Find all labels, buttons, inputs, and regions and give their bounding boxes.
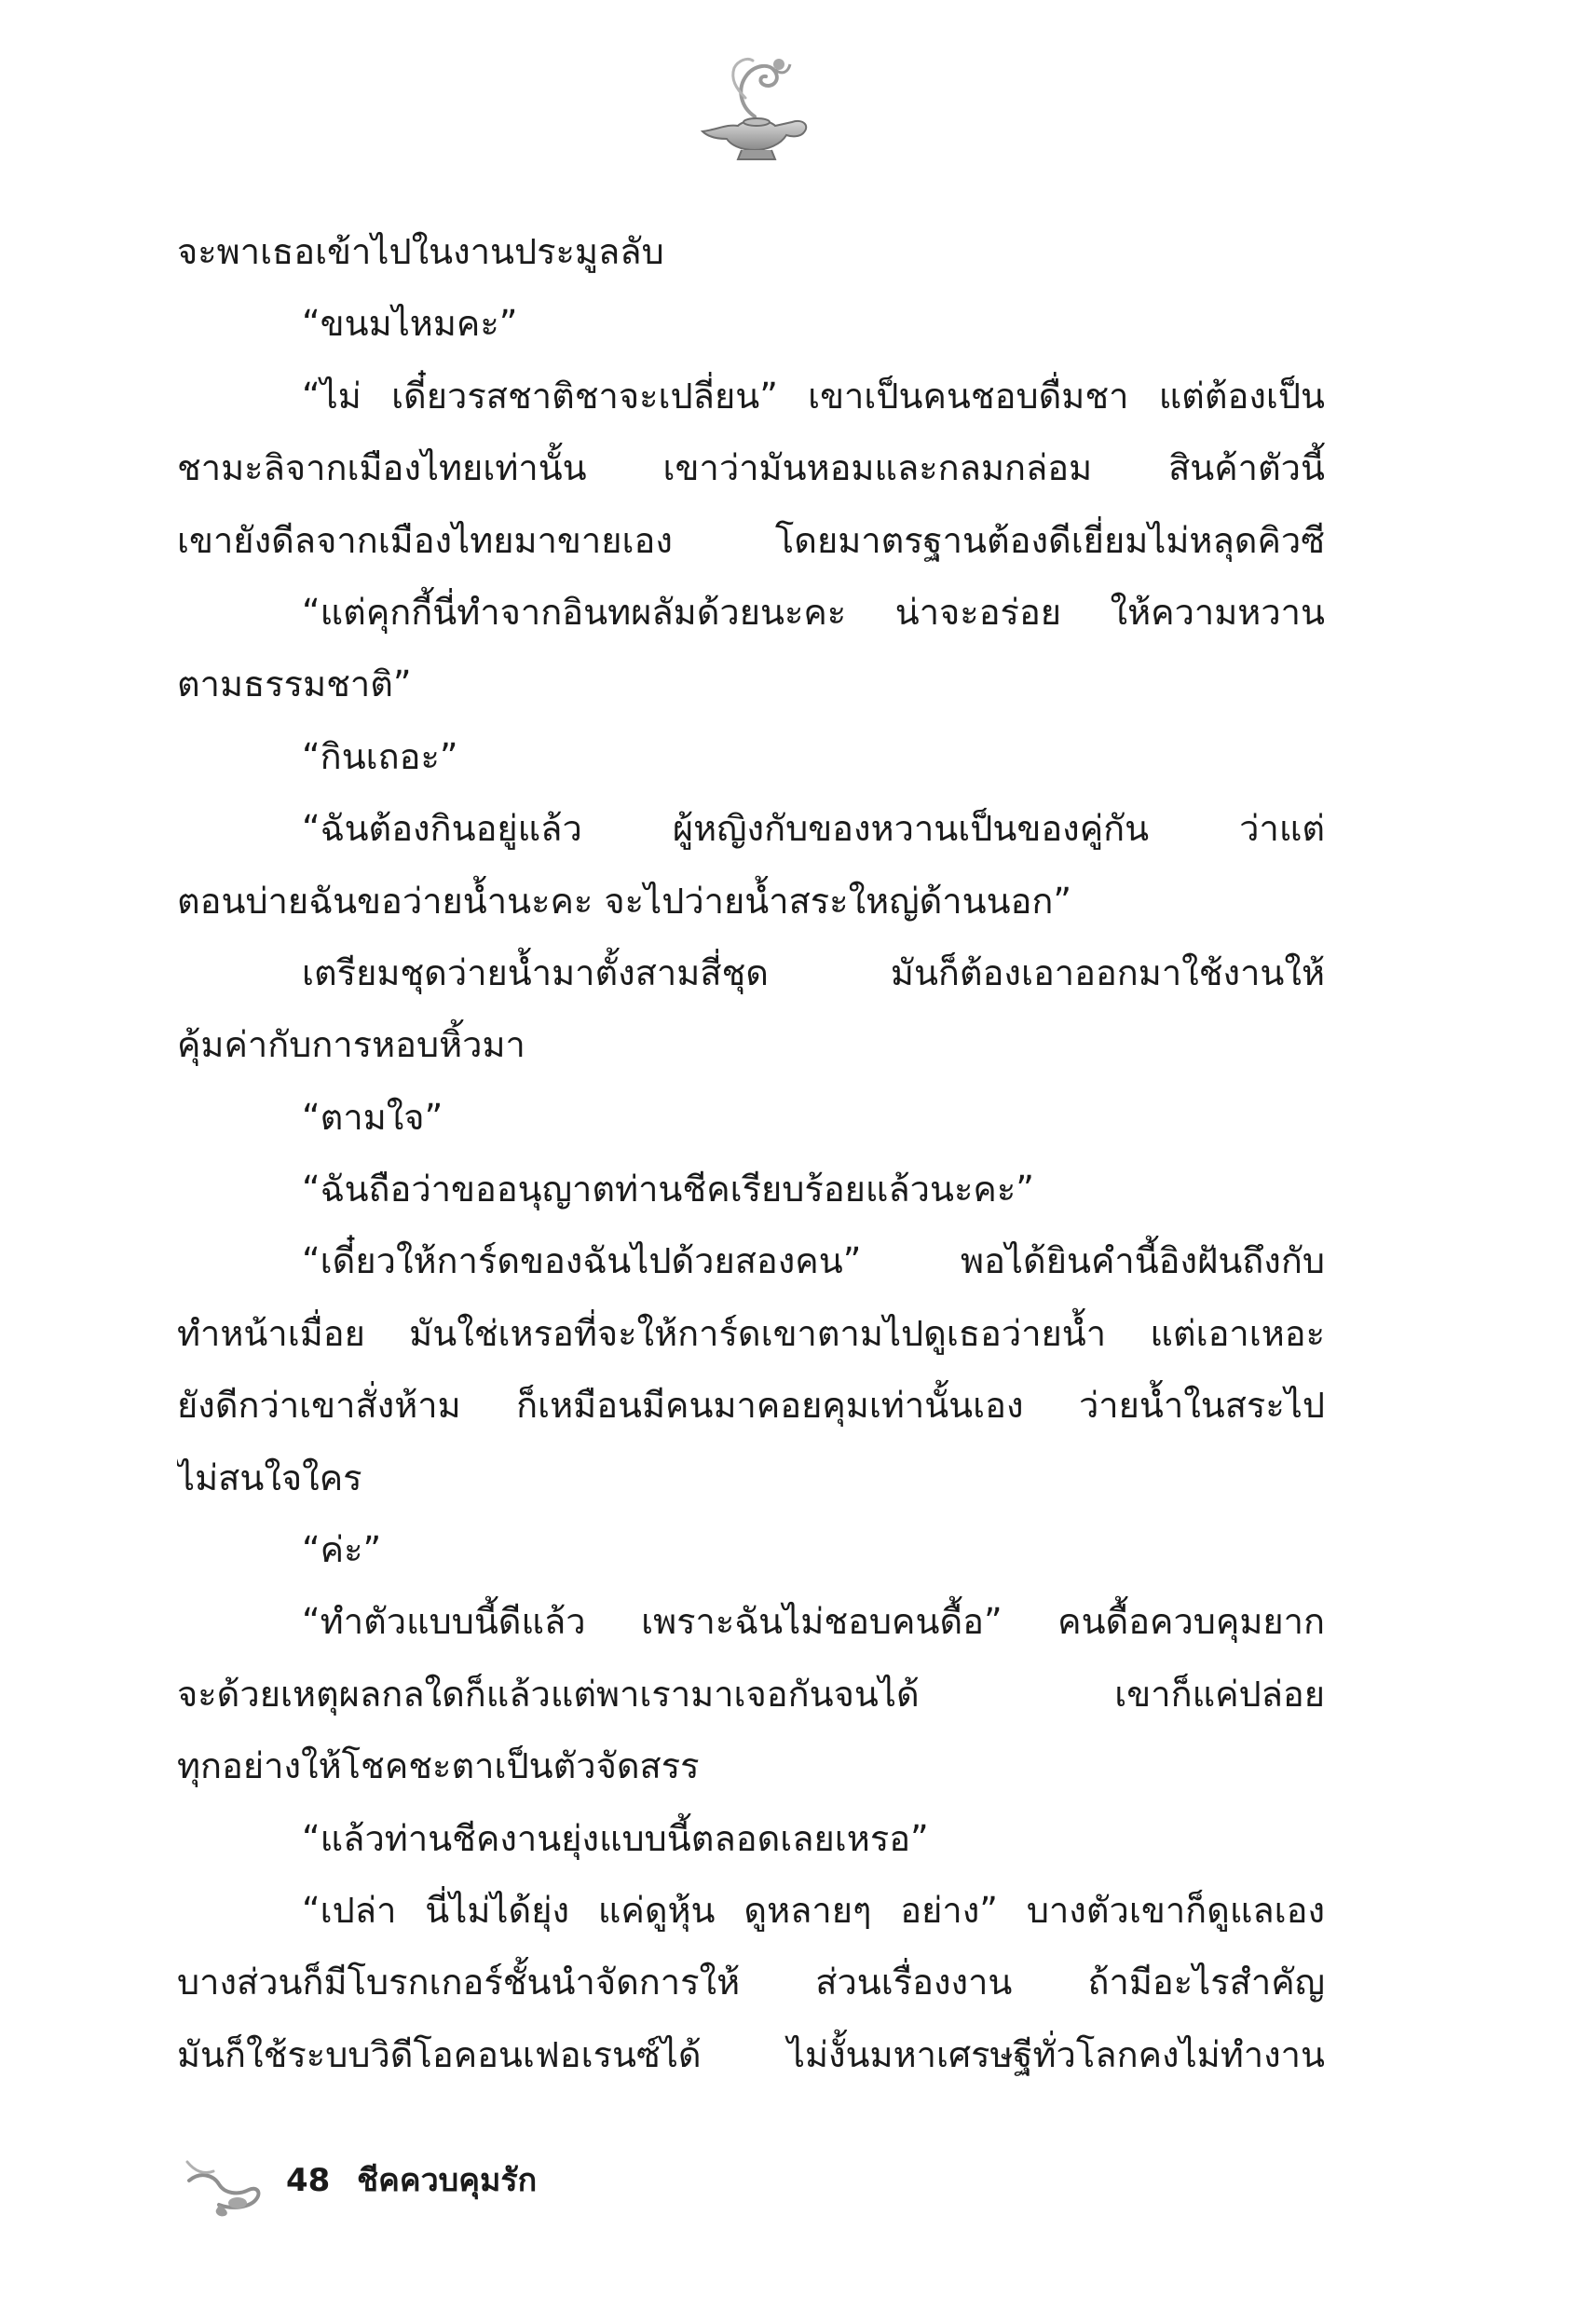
body-text xyxy=(177,216,1325,2091)
text-line: ชามะลิจากเมืองไทยเท่านั้น เขาว่ามันหอมและกลมกล่อม สินค้าตัวนี้ xyxy=(177,447,1325,489)
text-line: คุ้มค่ากับการหอบหิ้วมา xyxy=(177,1024,525,1066)
page-number: 48 xyxy=(286,2162,331,2199)
text-line: ไม่สนใจใคร xyxy=(177,1456,362,1498)
page-footer xyxy=(182,2143,834,2227)
text-line: “ฉันต้องกินอยู่แล้ว ผู้หญิงกับของหวานเป็นของคู่กัน ว่าแต่ xyxy=(302,808,1325,850)
text-line: มันก็ใช้ระบบวิดีโอคอนเฟอเรนซ์ได้ ไม่งั้นมหาเศรษฐีทั่วโลกคงไม่ทำงาน xyxy=(177,2033,1325,2075)
genie-lamp-icon xyxy=(689,51,820,168)
text-line: “แล้วท่านชีคงานยุ่งแบบนี้ตลอดเลยเหรอ” xyxy=(302,1817,929,1859)
text-line: “ฉันถือว่าขออนุญาตท่านชีคเรียบร้อยแล้วนะคะ” xyxy=(302,1169,1034,1210)
text-line: “ทำตัวแบบนี้ดีแล้ว เพราะฉันไม่ชอบคนดื้อ” คนดื้อควบคุมยาก xyxy=(302,1601,1325,1643)
book-title: ชีคควบคุมรัก xyxy=(357,2162,538,2199)
text-line: ตามธรรมชาติ” xyxy=(177,663,412,705)
text-line: ทุกอย่างให้โชคชะตาเป็นตัวจัดสรร xyxy=(177,1745,700,1787)
text-line: “ค่ะ” xyxy=(302,1529,382,1571)
text-line: ทำหน้าเมื่อย มันใช่เหรอที่จะให้การ์ดเขาตามไปดูเธอว่ายน้ำ แต่เอาเหอะ xyxy=(177,1312,1325,1354)
text-line: ตอนบ่ายฉันขอว่ายน้ำนะคะ จะไปว่ายน้ำสระใหญ่ด้านนอก” xyxy=(177,880,1072,922)
text-line: “ขนมไหมคะ” xyxy=(302,303,518,345)
text-line: จะด้วยเหตุผลกลใดก็แล้วแต่พาเรามาเจอกันจนได้ เขาก็แค่ปล่อย xyxy=(177,1673,1325,1715)
text-line: “กินเถอะ” xyxy=(302,735,458,777)
text-line: “ไม่ เดี๋ยวรสชาติชาจะเปลี่ยน” เขาเป็นคนชอบดื่มชา แต่ต้องเป็น xyxy=(302,375,1325,417)
text-line: “ตามใจ” xyxy=(302,1096,443,1138)
text-line: เตรียมชุดว่ายน้ำมาตั้งสามสี่ชุด มันก็ต้องเอาออกมาใช้งานให้ xyxy=(302,951,1325,993)
text-line: บางส่วนก็มีโบรกเกอร์ชั้นนำจัดการให้ ส่วนเรื่องงาน ถ้ามีอะไรสำคัญ xyxy=(177,1962,1325,2003)
text-line: “เดี๋ยวให้การ์ดของฉันไปด้วยสองคน” พอได้ยินคำนี้อิงฝันถึงกับ xyxy=(302,1240,1325,1282)
text-line: จะพาเธอเข้าไปในงานประมูลลับ xyxy=(177,231,664,272)
text-line: “เปล่า นี่ไม่ได้ยุ่ง แค่ดูหุ้น ดูหลายๆ อย่าง” บางตัวเขาก็ดูแลเอง xyxy=(302,1889,1325,1931)
text-line: เขายังดีลจากเมืองไทยมาขายเอง โดยมาตรฐานต้องดีเยี่ยมไม่หลุดคิวซี xyxy=(177,519,1325,561)
text-line: “แต่คุกกี้นี่ทำจากอินทผลัมด้วยนะคะ น่าจะอร่อย ให้ความหวาน xyxy=(302,591,1325,633)
genie-swirl-icon xyxy=(182,2143,266,2218)
text-line: ยังดีกว่าเขาสั่งห้าม ก็เหมือนมีคนมาคอยคุมเท่านั้นเอง ว่ายน้ำในสระไป xyxy=(177,1385,1325,1427)
